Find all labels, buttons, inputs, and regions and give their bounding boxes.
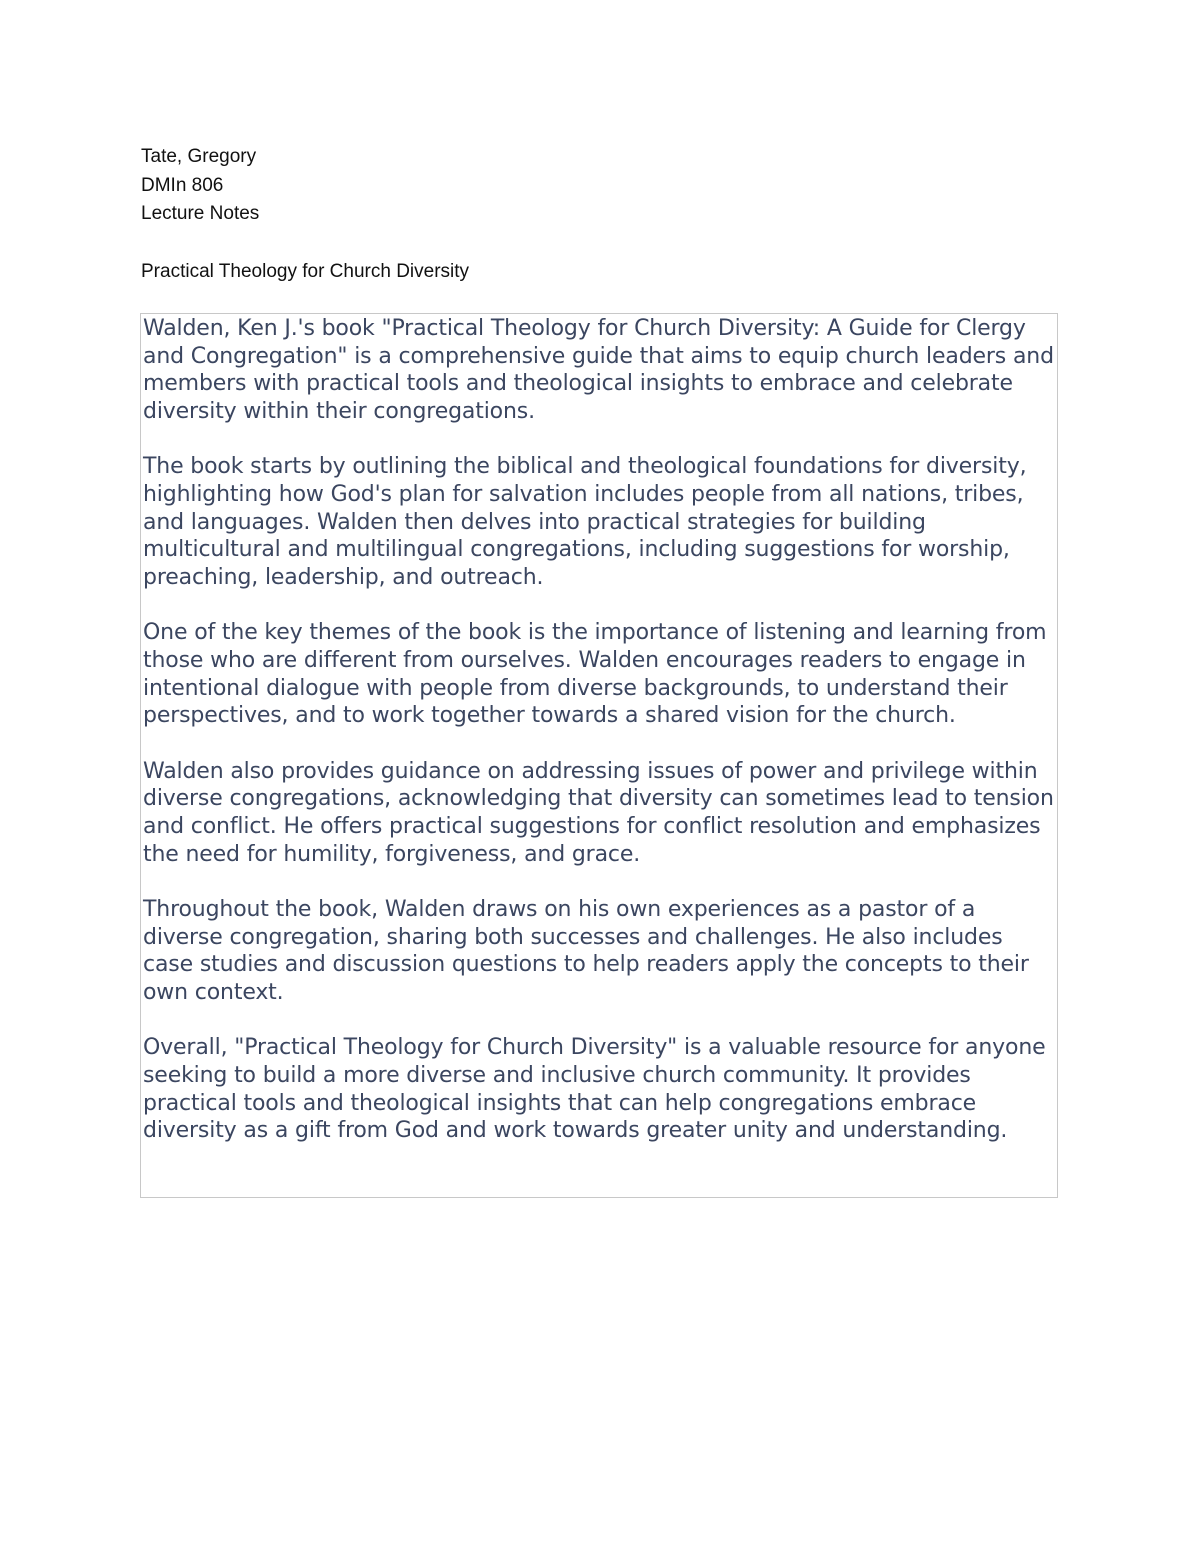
author-name: Tate, Gregory bbox=[141, 146, 257, 167]
course-code: DMIn 806 bbox=[141, 174, 224, 196]
document-title: Practical Theology for Church Diversity bbox=[141, 261, 470, 282]
notes-paragraph-4: Walden also provides guidance on addressing issues of power and privilege within diverse congregations, acknowledging that diversity can sometimes lead to tension and conflict. He offers practical suggestions for conflict resolution and emphasizes the need for humility, forgiveness, and grace. bbox=[143, 758, 1054, 867]
notes-paragraph-3: One of the key themes of the book is the importance of listening and learning from those who are different from ourselves. Walden encourages readers to engage in intentional dialogue with people from diverse backgrounds, to understand their perspectives, and to work together towards a shared vision for the church. bbox=[143, 620, 1047, 729]
lecture-notes-box bbox=[140, 313, 1058, 1198]
notes-paragraph-2: The book starts by outlining the biblical and theological foundations for diversity, highlighting how God's plan for salvation includes people from all nations, tribes, and languages. Walden then delves into practical strategies for building multicultural and multilingual congregations, including suggestions for worship, preaching, leadership, and outreach. bbox=[143, 454, 1027, 590]
document-type: Lecture Notes bbox=[141, 203, 260, 224]
notes-paragraph-1: Walden, Ken J.'s book "Practical Theology for Church Diversity: A Guide for Clergy and Congregation" is a comprehensive guide that aims to equip church leaders and members with practical tools and theological insights to embrace and celebrate diversity within their congregations. bbox=[143, 316, 1054, 424]
notes-paragraph-6: Overall, "Practical Theology for Church Diversity" is a valuable resource for anyone seeking to build a more diverse and inclusive church community. It provides practical tools and theological insights that can help congregations embrace diversity as a gift from God and work towards greater unity and understanding. bbox=[143, 1035, 1046, 1144]
notes-paragraph-5: Throughout the book, Walden draws on his own experiences as a pastor of a diverse congregation, sharing both successes and challenges. He also includes case studies and discussion questions to help readers apply the concepts to their own context. bbox=[143, 897, 1029, 1005]
document-header bbox=[141, 143, 259, 229]
